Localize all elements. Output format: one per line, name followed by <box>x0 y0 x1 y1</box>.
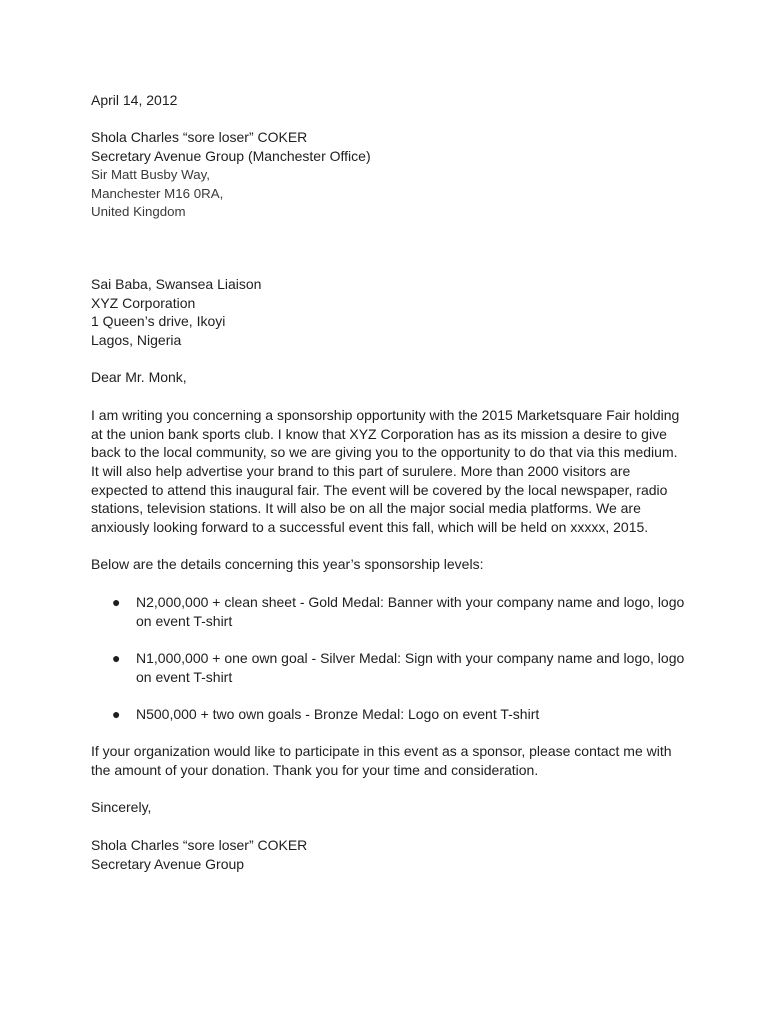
bullet-icon: ● <box>112 705 121 722</box>
salutation-text: Dear Mr. Monk, <box>91 369 187 386</box>
sender-street: Sir Matt Busby Way, <box>91 166 210 182</box>
recipient-name: Sai Baba, Swansea Liaison <box>91 275 262 292</box>
recipient-street: 1 Queen’s drive, Ikoyi <box>91 313 226 330</box>
sender-name: Shola Charles “sore loser” COKER <box>91 129 308 146</box>
date-text: April 14, 2012 <box>91 92 178 108</box>
level-line: on event T-shirt <box>136 612 233 629</box>
recipient-city: Lagos, Nigeria <box>91 332 182 349</box>
sender-address <box>91 128 683 222</box>
signature-organization: Secretary Avenue Group <box>91 855 245 872</box>
paragraph-line: If your organization would like to participate in this event as a sponsor, please contact me with <box>91 743 672 760</box>
paragraph-line: expected to attend this inaugural fair. The event will be covered by the local newspaper, radio <box>91 481 668 498</box>
level-line: on event T-shirt <box>136 668 233 685</box>
levels-intro-text: Below are the details concerning this year’s sponsorship levels: <box>91 556 484 573</box>
signature-name: Shola Charles “sore loser” COKER <box>91 836 308 853</box>
level-line: N500,000 + two own goals - Bronze Medal: Logo on event T-shirt <box>136 705 540 722</box>
signoff <box>91 798 683 817</box>
bullet-icon: ● <box>112 593 121 610</box>
sender-city: Manchester M16 0RA, <box>91 185 224 201</box>
paragraph-line: the amount of your donation. Thank you for your time and consideration. <box>91 762 539 779</box>
sponsorship-levels-list <box>91 593 683 724</box>
paragraph-line: It will also help advertise your brand to this part of surulere. More than 2000 visitors are <box>91 462 631 479</box>
list-item-gold <box>91 593 683 630</box>
paragraph-line: I am writing you concerning a sponsorship opportunity with the 2015 Marketsquare Fair holding <box>91 406 680 423</box>
list-item-silver <box>91 649 683 686</box>
bullet-icon: ● <box>112 649 121 666</box>
body-paragraph <box>91 406 683 537</box>
levels-intro <box>91 555 683 574</box>
letter-date <box>91 91 683 110</box>
sender-country: United Kingdom <box>91 204 186 220</box>
paragraph-line: anxiously looking forward to a successful event this fall, which will be held on xxxxx, 2015. <box>91 519 649 536</box>
list-item-bronze <box>91 705 683 724</box>
recipient-company: XYZ Corporation <box>91 294 196 311</box>
recipient-address <box>91 275 683 350</box>
paragraph-line: at the union bank sports club. I know that XYZ Corporation has as its mission a desire to give <box>91 425 667 442</box>
closing-paragraph <box>91 742 683 779</box>
paragraph-line: stations, television stations. It will also be on all the major social media platforms. We are <box>91 500 641 517</box>
salutation <box>91 368 683 387</box>
signature-block <box>91 836 683 873</box>
signoff-text: Sincerely, <box>91 799 152 816</box>
paragraph-line: back to the local community, so we are giving you to the opportunity to do that via this medium. <box>91 444 678 461</box>
level-line: N1,000,000 + one own goal - Silver Medal: Sign with your company name and logo, logo <box>136 649 685 666</box>
level-line: N2,000,000 + clean sheet - Gold Medal: Banner with your company name and logo, logo <box>136 593 685 610</box>
sender-organization: Secretary Avenue Group (Manchester Office) <box>91 148 371 165</box>
